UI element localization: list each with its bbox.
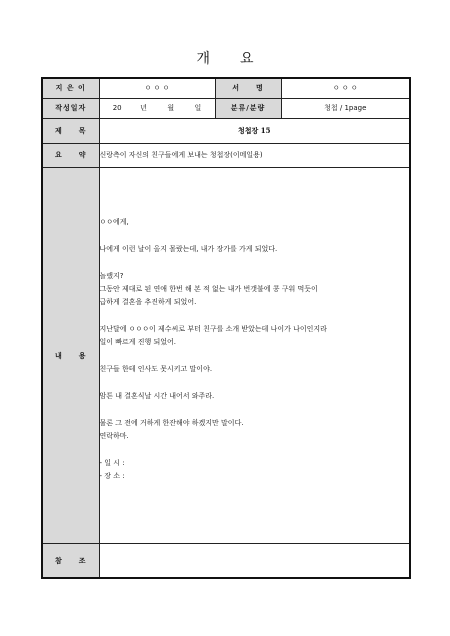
date-label: 작성일자 <box>42 98 99 118</box>
author-value: ㅇ ㅇ ㅇ <box>99 78 215 98</box>
paragraph-3-line-2: 일이 빠르게 진행 되었어. <box>99 337 177 346</box>
date-value <box>99 98 215 118</box>
subject-value: 청첩장 15 <box>99 118 410 143</box>
subject-label: 제 목 <box>42 118 99 143</box>
subject-row <box>42 118 410 143</box>
paragraph-2-line-3: 급하게 결혼을 추진하게 되었어. <box>99 297 197 306</box>
document-title <box>0 48 450 68</box>
summary-label: 요 약 <box>42 143 99 167</box>
reference-row <box>42 544 410 578</box>
paragraph-6-line-2: 연락하마. <box>99 431 129 440</box>
summary-form-table <box>41 77 411 579</box>
ceremony-place-line: - 장 소 : <box>99 471 125 480</box>
content-body <box>99 167 410 544</box>
date-row <box>42 98 410 118</box>
summary-value: 신랑측이 자신의 친구들에게 보내는 청첩장(이메일용) <box>99 143 410 167</box>
paragraph-5: 암튼 내 결혼식날 시간 내어서 와주라. <box>99 391 215 400</box>
paragraph-1: 나에게 이런 날이 올지 몰랐는데, 내가 장가를 가게 되었다. <box>99 244 278 253</box>
paragraph-4: 친구들 한테 인사도 못시키고 말이야. <box>99 364 213 373</box>
signature-label: 서 명 <box>215 78 281 98</box>
category-value: 청첩 / 1page <box>281 98 410 118</box>
ceremony-date-line: - 일 시 : <box>99 458 125 467</box>
paragraph-6-line-1: 물론 그 전에 거하게 한잔해야 하겠지만 말이다. <box>99 418 244 427</box>
paragraph-3-line-1: 지난달에 ㅇㅇㅇ이 제수씨로 부터 친구를 소개 받았는데 나이가 나이인지라 <box>99 324 327 333</box>
category-label: 분류/분량 <box>215 98 281 118</box>
signature-value: ㅇ ㅇ ㅇ <box>281 78 410 98</box>
reference-value <box>99 544 410 578</box>
content-row <box>42 167 410 544</box>
title-char-1: 개 <box>196 51 210 67</box>
date-month-unit: 월 <box>167 104 175 113</box>
paragraph-2-line-1: 놀랬지? <box>99 271 124 280</box>
author-row <box>42 78 410 98</box>
reference-label: 참 조 <box>42 544 99 578</box>
author-label: 지 은 이 <box>42 78 99 98</box>
greeting-line: ㅇㅇ에게, <box>99 217 129 226</box>
date-year-unit: 년 <box>140 104 147 113</box>
content-label: 내 용 <box>42 167 99 544</box>
paragraph-2-line-2: 그동안 제대로 된 연애 한번 해 본 적 없는 내가 번갯불에 콩 구워 먹듯이 <box>99 284 318 293</box>
summary-row <box>42 143 410 167</box>
date-year: 20 <box>112 104 122 113</box>
title-char-2: 요 <box>240 51 254 67</box>
date-day-unit: 일 <box>194 104 202 113</box>
